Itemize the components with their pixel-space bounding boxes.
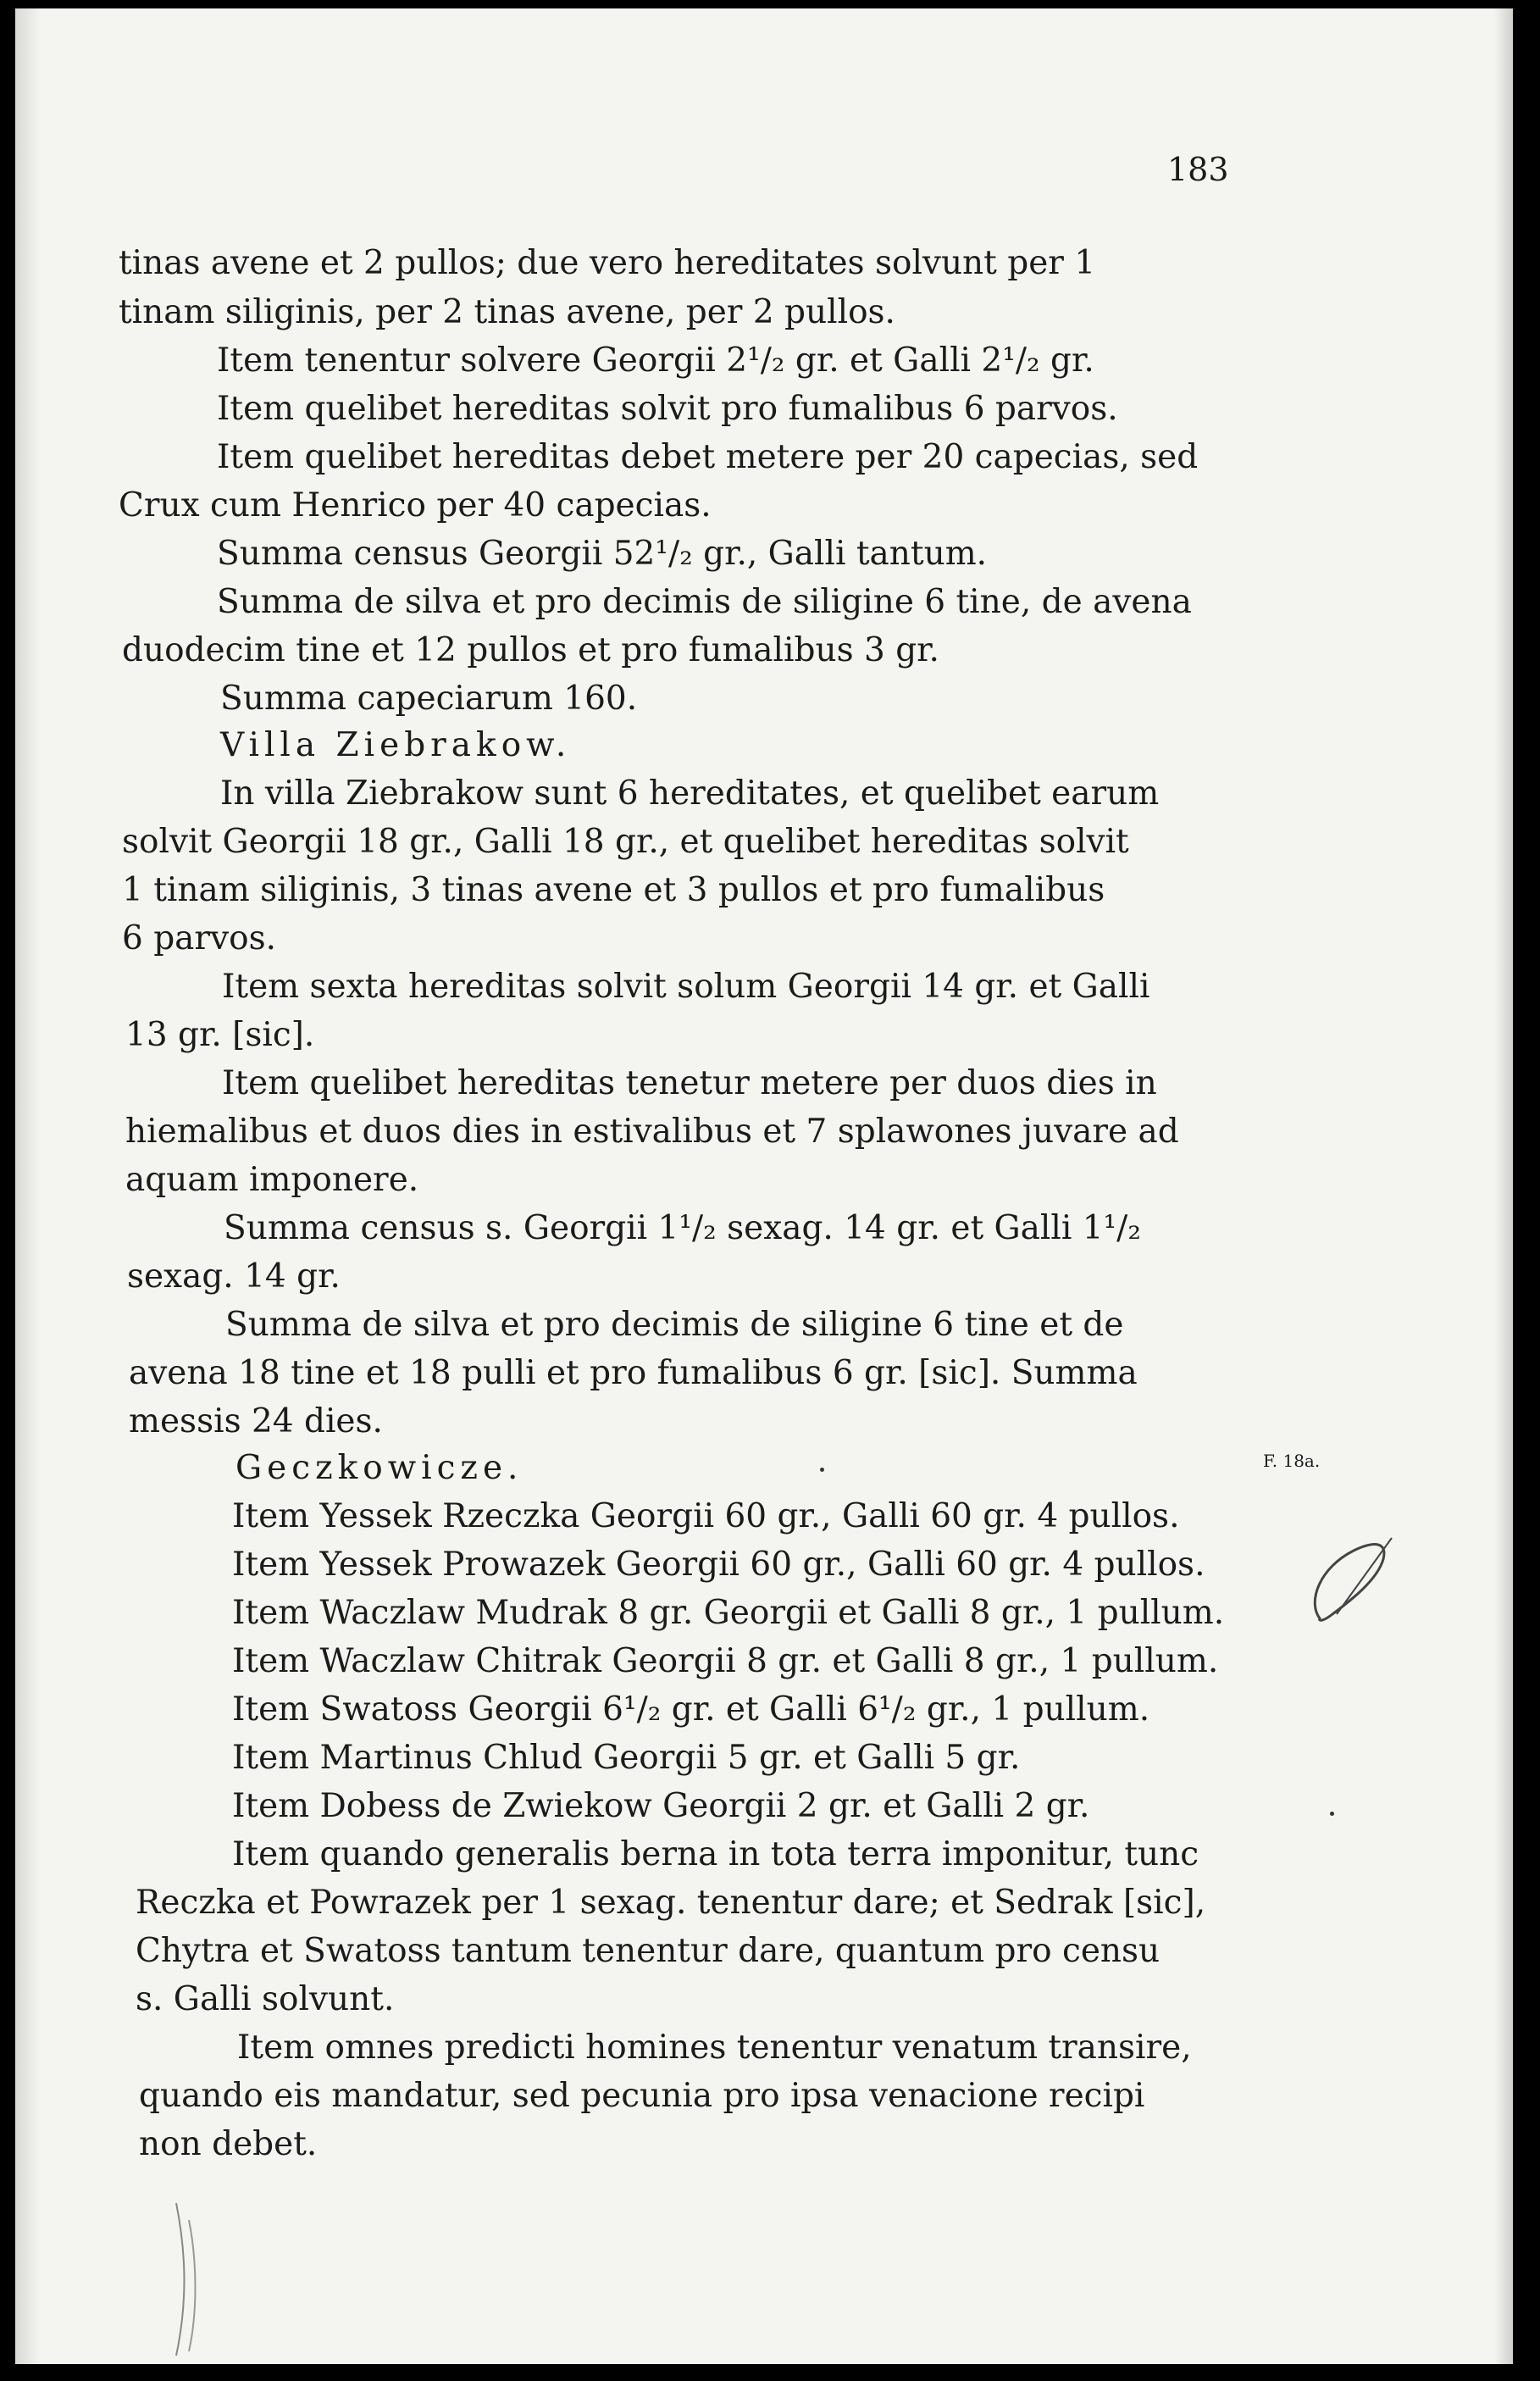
text-line: Item omnes predicti homines tenentur venatum transire, xyxy=(237,2029,1192,2067)
stray-dot xyxy=(820,1468,824,1472)
scan-shadow-right xyxy=(1494,8,1513,2364)
text-line: Crux cum Henrico per 40 capecias. xyxy=(119,486,712,524)
text-line: non debet. xyxy=(139,2125,318,2163)
text-line: tinam siliginis, per 2 tinas avene, per 2 pullos. xyxy=(119,293,895,331)
text-line: Item Waczlaw Mudrak 8 gr. Georgii et Galli 8 gr., 1 pullum. xyxy=(232,1594,1225,1632)
section-heading: Geczkowicze. xyxy=(235,1449,523,1487)
scanned-page xyxy=(15,8,1513,2364)
text-line: In villa Ziebrakow sunt 6 hereditates, et quelibet earum xyxy=(220,774,1160,813)
stray-dot xyxy=(1330,1812,1334,1816)
text-line: Item quando generalis berna in tota terra imponitur, tunc xyxy=(232,1835,1199,1873)
text-line: Item Dobess de Zwiekow Georgii 2 gr. et Galli 2 gr. xyxy=(232,1787,1090,1825)
text-line: avena 18 tine et 18 pulli et pro fumalibus 6 gr. [sic]. Summa xyxy=(129,1354,1138,1392)
text-line: quando eis mandatur, sed pecunia pro ipsa venacione recipi xyxy=(139,2077,1145,2115)
text-line: Item Martinus Chlud Georgii 5 gr. et Galli 5 gr. xyxy=(232,1739,1021,1777)
text-line: Reczka et Powrazek per 1 sexag. tenentur dare; et Sedrak [sic], xyxy=(136,1884,1206,1922)
text-line: Item quelibet hereditas debet metere per 20 capecias, sed xyxy=(217,438,1199,476)
text-line: Summa de silva et pro decimis de siligine 6 tine, de avena xyxy=(217,583,1192,621)
text-line: messis 24 dies. xyxy=(129,1402,383,1440)
text-line: Chytra et Swatoss tantum tenentur dare, quantum pro censu xyxy=(136,1932,1161,1970)
text-line: Summa de silva et pro decimis de siligine 6 tine et de xyxy=(225,1306,1124,1344)
text-line: 13 gr. [sic]. xyxy=(125,1016,315,1054)
text-line: Item Swatoss Georgii 6¹/₂ gr. et Galli 6¹/₂ gr., 1 pullum. xyxy=(232,1690,1150,1729)
text-line: duodecim tine et 12 pullos et pro fumalibus 3 gr. xyxy=(122,631,939,669)
folio-margin-note: F. 18a. xyxy=(1263,1451,1321,1471)
text-line: Summa census Georgii 52¹/₂ gr., Galli tantum. xyxy=(217,535,988,573)
scan-artifact xyxy=(117,2195,219,2364)
text-line: hiemalibus et duos dies in estivalibus et 7 splawones juvare ad xyxy=(125,1113,1179,1151)
text-line: Item Yessek Prowazek Georgii 60 gr., Galli 60 gr. 4 pullos. xyxy=(232,1546,1205,1584)
text-line: 1 tinam siliginis, 3 tinas avene et 3 pullos et pro fumalibus xyxy=(122,871,1105,909)
text-line: Item tenentur solvere Georgii 2¹/₂ gr. et Galli 2¹/₂ gr. xyxy=(217,341,1094,380)
text-line: Summa capeciarum 160. xyxy=(220,680,638,718)
pencil-annotation-mark xyxy=(1303,1534,1404,1635)
text-line: Item Yessek Rzeczka Georgii 60 gr., Galli 60 gr. 4 pullos. xyxy=(232,1497,1180,1535)
section-heading: Villa Ziebrakow. xyxy=(220,726,572,764)
text-line: Summa census s. Georgii 1¹/₂ sexag. 14 gr. et Galli 1¹/₂ xyxy=(224,1209,1141,1247)
text-line: Item Waczlaw Chitrak Georgii 8 gr. et Galli 8 gr., 1 pullum. xyxy=(232,1642,1219,1680)
text-line: 6 parvos. xyxy=(122,919,276,957)
text-line: s. Galli solvunt. xyxy=(136,1980,395,2018)
text-line: Item quelibet hereditas tenetur metere per duos dies in xyxy=(222,1064,1157,1102)
text-line: Item sexta hereditas solvit solum Georgii 14 gr. et Galli xyxy=(222,968,1150,1006)
text-line: aquam imponere. xyxy=(125,1161,419,1199)
text-line: tinas avene et 2 pullos; due vero hereditates solvunt per 1 xyxy=(119,244,1096,282)
text-line: sexag. 14 gr. xyxy=(127,1257,341,1296)
scan-shadow-left xyxy=(15,8,41,2364)
text-line: Item quelibet hereditas solvit pro fumalibus 6 parvos. xyxy=(217,390,1118,428)
page-number: 183 xyxy=(1167,151,1229,188)
text-line: solvit Georgii 18 gr., Galli 18 gr., et quelibet hereditas solvit xyxy=(122,823,1129,861)
